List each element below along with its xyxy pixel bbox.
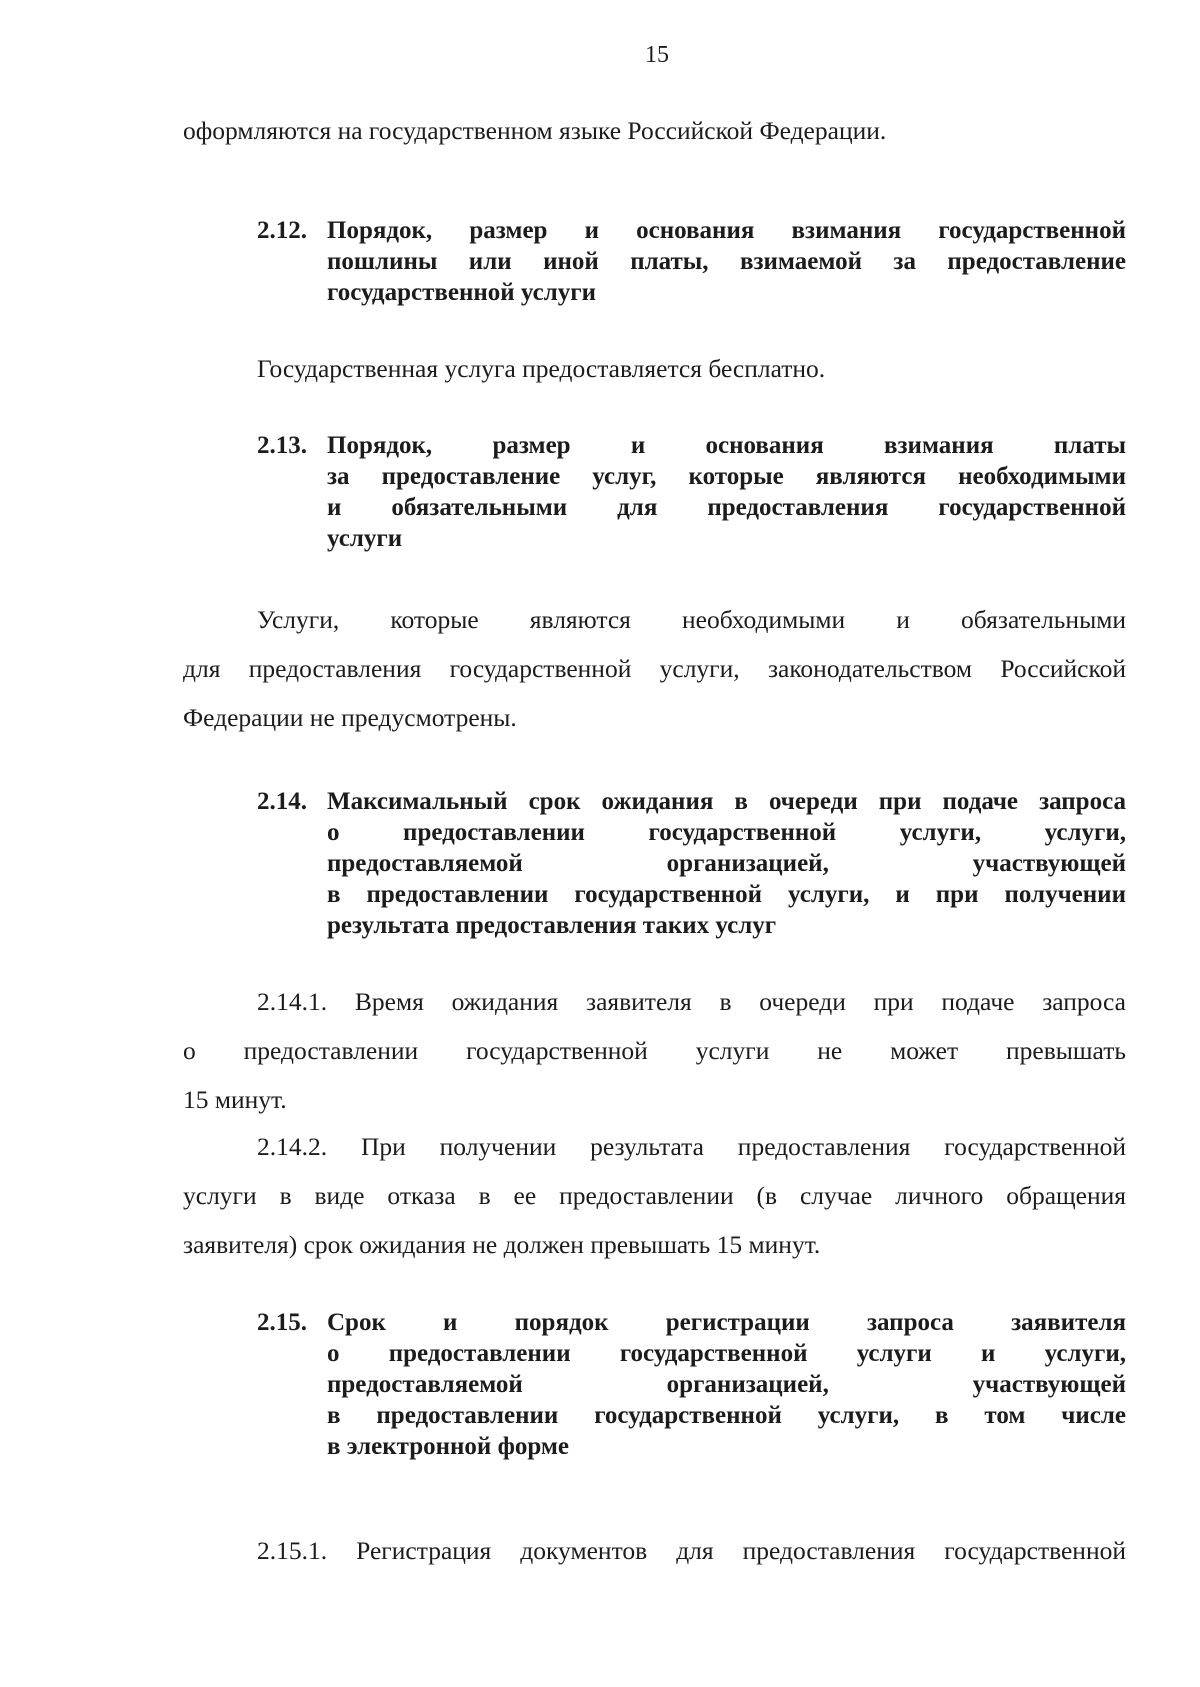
paragraph-2-15-1 bbox=[257, 1526, 1126, 1575]
section-heading-2-14 bbox=[0, 786, 1200, 946]
section-number: 2.15. bbox=[257, 1309, 307, 1336]
section-number: 2.14. bbox=[257, 788, 307, 815]
paragraph: Государственная услуга предоставляется бесплатно. bbox=[257, 354, 826, 383]
paragraph-line: 2.15.1. Регистрация документов для предоставления государственной bbox=[257, 1536, 1126, 1565]
paragraph bbox=[183, 595, 1126, 742]
paragraph-2-14-2 bbox=[183, 1122, 1126, 1269]
heading-line: предоставляемой организацией, участвующей bbox=[327, 850, 1126, 877]
heading-line: услуги bbox=[327, 525, 403, 552]
paragraph-continuation: оформляются на государственном языке Российской Федерации. bbox=[183, 116, 887, 145]
heading-line: предоставляемой организацией, участвующей bbox=[327, 1371, 1126, 1398]
paragraph-line: для предоставления государственной услуги, законодательством Российской bbox=[183, 654, 1126, 683]
section-heading-2-13 bbox=[0, 430, 1200, 560]
heading-line: в предоставлении государственной услуги, и при получении bbox=[327, 881, 1126, 908]
heading-line: и обязательными для предоставления государственной bbox=[327, 494, 1126, 521]
heading-line: пошлины или иной платы, взимаемой за предоставление bbox=[327, 248, 1126, 275]
section-number: 2.13. bbox=[257, 432, 307, 459]
heading-line: Срок и порядок регистрации запроса заявителя bbox=[327, 1309, 1126, 1336]
paragraph-line: 2.14.1. Время ожидания заявителя в очереди при подаче запроса bbox=[257, 987, 1126, 1016]
heading-line: в электронной форме bbox=[327, 1433, 570, 1460]
heading-line: Порядок, размер и основания взимания государственной bbox=[327, 217, 1126, 244]
page-number: 15 bbox=[645, 42, 669, 68]
heading-line: государственной услуги bbox=[327, 279, 597, 306]
paragraph-line: 2.14.2. При получении результата предоставления государственной bbox=[257, 1132, 1126, 1161]
paragraph-line: Услуги, которые являются необходимыми и обязательными bbox=[257, 605, 1126, 634]
heading-line: в предоставлении государственной услуги, в том числе bbox=[327, 1402, 1126, 1429]
heading-line: о предоставлении государственной услуги, услуги, bbox=[327, 819, 1126, 846]
paragraph-line: услуги в виде отказа в ее предоставлении (в случае личного обращения bbox=[183, 1181, 1126, 1210]
paragraph-line: 15 минут. bbox=[183, 1085, 287, 1114]
section-heading-2-12 bbox=[0, 215, 1200, 315]
heading-line: за предоставление услуг, которые являются необходимыми bbox=[327, 463, 1126, 490]
heading-line: о предоставлении государственной услуги и услуги, bbox=[327, 1340, 1126, 1367]
paragraph-2-14-1 bbox=[183, 977, 1126, 1124]
heading-line: результата предоставления таких услуг bbox=[327, 912, 777, 939]
paragraph-line: Федерации не предусмотрены. bbox=[183, 703, 517, 732]
heading-line: Максимальный срок ожидания в очереди при подаче запроса bbox=[327, 788, 1126, 815]
paragraph-line: заявителя) срок ожидания не должен превышать 15 минут. bbox=[183, 1230, 821, 1259]
section-heading-2-15 bbox=[0, 1307, 1200, 1467]
heading-line: Порядок, размер и основания взимания платы bbox=[327, 432, 1126, 459]
section-number: 2.12. bbox=[257, 217, 307, 244]
paragraph-line: о предоставлении государственной услуги не может превышать bbox=[183, 1036, 1126, 1065]
